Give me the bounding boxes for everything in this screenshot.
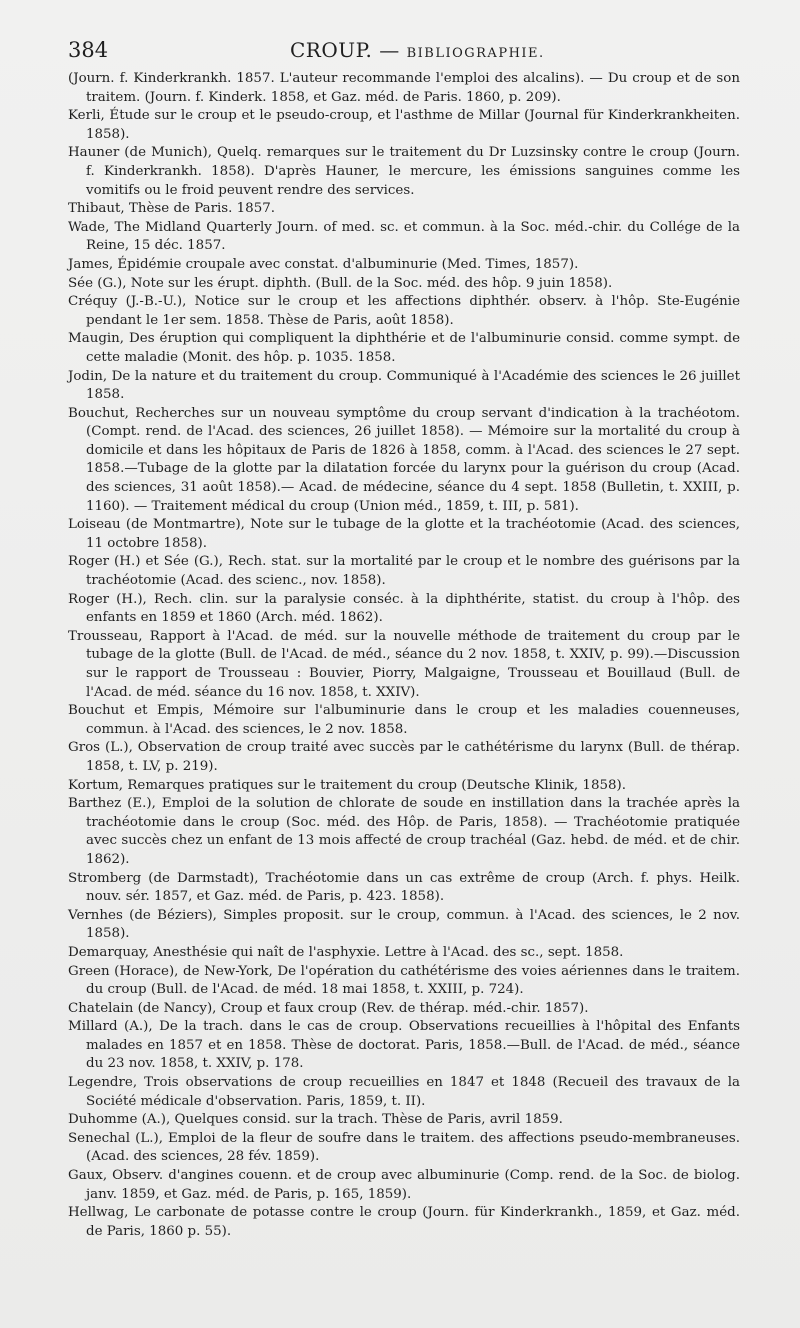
bibliography-entry: (Journ. f. Kinderkrankh. 1857. L'auteur recommande l'emploi des alcalins). — Du croup et de son traitem. (Journ. f. Kinderk. 1858, et Gaz. méd. de Paris. 1860, p. 209). bbox=[68, 71, 740, 105]
bibliography-entry: Gaux, Observ. d'angines couenn. et de croup avec albuminurie (Comp. rend. de la Soc. de biolog. janv. 1859, et Gaz. méd. de Paris, p. 165, 1859). bbox=[68, 1168, 740, 1202]
bibliography-entry: Kortum, Remarques pratiques sur le traitement du croup (Deutsche Klinik, 1858). bbox=[68, 777, 626, 793]
bibliography-entry: Vernhes (de Béziers), Simples proposit. sur le croup, commun. à l'Acad. des sciences, le 2 nov. 1858). bbox=[68, 907, 740, 942]
bibliography-entry: Hauner (de Munich), Quelq. remarques sur le traitement du Dr Luzsinsky contre le croup (Journ. f. Kinderkrankh. 1858). D'après Hauner, le mercure, les émissions sanguines comme les vomitifs ou le froid peuvent rendre des services. bbox=[68, 145, 740, 198]
bibliography-entry: Thibaut, Thèse de Paris. 1857. bbox=[68, 201, 275, 217]
page-number: 384 bbox=[68, 38, 109, 62]
bibliography-entry: Millard (A.), De la trach. dans le cas de croup. Observations recueillies à l'hôpital des Enfants malades en 1857 et en 1858. Thèse de doctorat. Paris, 1858.—Bull. de l'Acad. de méd., séance du 23 nov. 1858, t. XXIV, p. 178. bbox=[68, 1019, 740, 1072]
bibliography-entry: Bouchut, Recherches sur un nouveau symptôme du croup servant d'indication à la trachéotom. (Compt. rend. de l'Acad. des sciences, 26 juillet 1858). — Mémoire sur la mortalité du croup à domicile et dans les hôpitaux de Paris de 1826 à 1858, comm. à l'Acad. des sciences le 27 sept. 1858.—Tubage de la glotte par la dilatation forcée du larynx pour la guérison du croup (Acad. des sciences, 31 août 1858).— Acad. de médecine, séance du 4 sept. 1858 (Bulletin, t. XXIII, p. 1160). — Traitement médical du croup (Union méd., 1859, t. III, p. 581). bbox=[68, 405, 740, 514]
bibliography-entry: Senechal (L.), Emploi de la fleur de soufre dans le traitem. des affections pseudo-membraneuses. (Acad. des sciences, 28 fév. 1859). bbox=[68, 1130, 740, 1165]
bibliography-entry: Barthez (E.), Emploi de la solution de chlorate de soude en instillation dans la trachée après la trachéotomie dans le croup (Soc. méd. des Hôp. de Paris, 1858). — Trachéotomie pratiquée avec succès chez un enfant de 13 mois affecté de croup trachéal (Gaz. hebd. de méd. et de chir. 1862). bbox=[68, 796, 740, 867]
bibliography-list bbox=[68, 70, 740, 1241]
bibliography-entry: Maugin, Des éruption qui compliquent la diphthérie et de l'albuminurie consid. comme sympt. de cette maladie (Monit. des hôp. p. 1035. 1858. bbox=[68, 331, 740, 365]
bibliography-entry: Green (Horace), de New-York, De l'opération du cathétérisme des voies aériennes dans le traitem. du croup (Bull. de l'Acad. de méd. 18 mai 1858, t. XXIII, p. 724). bbox=[68, 963, 740, 998]
bibliography-entry: Demarquay, Anesthésie qui naît de l'asphyxie. Lettre à l'Acad. des sc., sept. 1858. bbox=[68, 944, 624, 960]
section-subtitle: BIBLIOGRAPHIE. bbox=[406, 46, 545, 61]
bibliography-entry: Stromberg (de Darmstadt), Trachéotomie dans un cas extrême de croup (Arch. f. phys. Heilk. nouv. sér. 1857, et Gaz. méd. de Paris, p. 423. 1858). bbox=[68, 870, 740, 905]
bibliography-entry: Roger (H.) et Sée (G.), Rech. stat. sur la mortalité par le croup et le nombre des guérisons par la trachéotomie (Acad. des scienc., nov. 1858). bbox=[68, 554, 740, 589]
bibliography-entry: Créquy (J.-B.-U.), Notice sur le croup et les affections diphthér. observ. à l'hôp. Ste-Eugénie pendant le 1er sem. 1858. Thèse de Paris, août 1858). bbox=[68, 294, 740, 328]
bibliography-entry: Trousseau, Rapport à l'Acad. de méd. sur la nouvelle méthode de traitement du croup par le tubage de la glotte (Bull. de l'Acad. de méd., séance du 2 nov. 1858, t. XXIV, p. 99).—Discussion sur le rapport de Trousseau : Bouvier, Piorry, Malgaigne, Trousseau et Bouillaud (Bull. de l'Acad. de méd. séance du 16 nov. 1858, t. XXIV). bbox=[68, 628, 740, 700]
bibliography-entry: Roger (H.), Rech. clin. sur la paralysie conséc. à la diphthérite, statist. du croup à l'hôp. des enfants en 1859 et 1860 (Arch. méd. 1862). bbox=[68, 591, 740, 626]
running-header bbox=[68, 38, 748, 66]
bibliography-entry: Gros (L.), Observation de croup traité avec succès par le cathétérisme du larynx (Bull. de thérap. 1858, t. LV, p. 219). bbox=[68, 740, 740, 774]
bibliography-entry: Bouchut et Empis, Mémoire sur l'albuminurie dans le croup et les maladies couenneuses, commun. à l'Acad. des sciences, le 2 nov. 1858. bbox=[68, 703, 740, 737]
bibliography-entry: Hellwag, Le carbonate de potasse contre le croup (Journ. für Kinderkrankh., 1859, et Gaz. méd. de Paris, 1860 p. 55). bbox=[68, 1205, 740, 1239]
bibliography-entry: James, Épidémie croupale avec constat. d'albuminurie (Med. Times, 1857). bbox=[68, 256, 579, 272]
section-title: CROUP. bbox=[290, 38, 373, 62]
bibliography-entry: Jodin, De la nature et du traitement du croup. Communiqué à l'Académie des sciences le 26 juillet 1858. bbox=[68, 368, 740, 403]
bibliography-entry: Sée (G.), Note sur les érupt. diphth. (Bull. de la Soc. méd. des hôp. 9 juin 1858). bbox=[68, 275, 613, 291]
bibliography-entry: Loiseau (de Montmartre), Note sur le tubage de la glotte et la trachéotomie (Acad. des sciences, 11 octobre 1858). bbox=[68, 517, 740, 551]
bibliography-entry: Legendre, Trois observations de croup recueillies en 1847 et 1848 (Recueil des travaux de la Société médicale d'observation. Paris, 1859, t. II). bbox=[68, 1075, 740, 1109]
title-dash: — bbox=[372, 38, 407, 62]
running-title bbox=[290, 38, 545, 62]
bibliography-entry: Kerli, Étude sur le croup et le pseudo-croup, et l'asthme de Millar (Journal für Kinderkrankheiten. 1858). bbox=[68, 108, 740, 142]
bibliography-entry: Duhomme (A.), Quelques consid. sur la trach. Thèse de Paris, avril 1859. bbox=[68, 1112, 563, 1128]
bibliography-entry: Wade, The Midland Quarterly Journ. of med. sc. et commun. à la Soc. méd.-chir. du Collége de la Reine, 15 déc. 1857. bbox=[68, 219, 740, 254]
bibliography-entry: Chatelain (de Nancy), Croup et faux croup (Rev. de thérap. méd.-chir. 1857). bbox=[68, 1000, 589, 1016]
